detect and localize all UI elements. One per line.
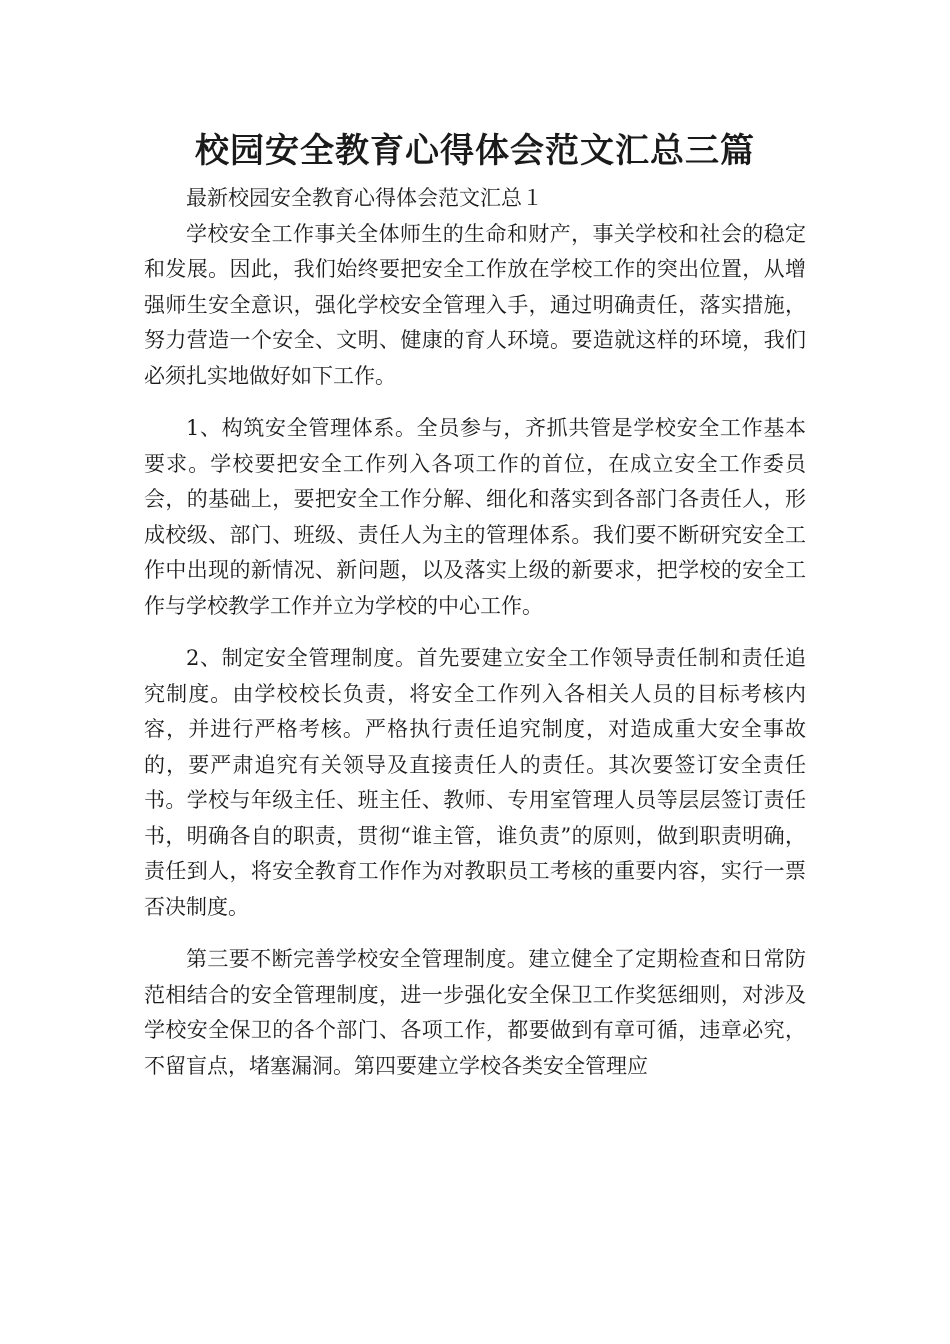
- paragraph-item-1: 1、构筑安全管理体系。全员参与，齐抓共管是学校安全工作基本要求。学校要把安全工作列入各项工作的首位，在成立安全工作委员会，的基础上，要把安全工作分解、细化和落实到各部门各责任人，形成校级、部门、班级、责任人为主的管理体系。我们要不断研究安全工作中出现的新情况、新问题，以及落实上级的新要求，把学校的安全工作与学校教学工作并立为学校的中心工作。: [144, 416, 806, 618]
- section-subtitle: 最新校园安全教育心得体会范文汇总１: [186, 186, 543, 210]
- paragraph-intro: 学校安全工作事关全体师生的生命和财产，事关学校和社会的稳定和发展。因此，我们始终要把安全工作放在学校工作的突出位置，从增强师生安全意识，强化学校安全管理入手，通过明确责任，落实措施，努力营造一个安全、文明、健康的育人环境。要造就这样的环境，我们必须扎实地做好如下工作。: [144, 221, 806, 388]
- document-body: [144, 181, 806, 1084]
- paragraph-spacer: [144, 394, 806, 411]
- paragraph-spacer: [144, 925, 806, 942]
- paragraph-spacer: [144, 624, 806, 641]
- paragraph-item-2: 2、制定安全管理制度。首先要建立安全工作领导责任制和责任追究制度。由学校校长负责，将安全工作列入各相关人员的目标考核内容，并进行严格考核。严格执行责任追究制度，对造成重大安全事故的，要严肃追究有关领导及直接责任人的责任。其次要签订安全责任书。学校与年级主任、班主任、教师、专用室管理人员等层层签订责任书，明确各自的职责，贯彻“谁主管，谁负责”的原则，做到职责明确，责任到人，将安全教育工作作为对教职员工考核的重要内容，实行一票否决制度。: [144, 646, 806, 919]
- document-title: 校园安全教育心得体会范文汇总三篇: [195, 131, 755, 171]
- paragraph-item-3: 第三要不断完善学校安全管理制度。建立健全了定期检查和日常防范相结合的安全管理制度，进一步强化安全保卫工作奖惩细则，对涉及学校安全保卫的各个部门、各项工作，都要做到有章可循，违章必究，不留盲点，堵塞漏洞。第四要建立学校各类安全管理应: [144, 947, 806, 1078]
